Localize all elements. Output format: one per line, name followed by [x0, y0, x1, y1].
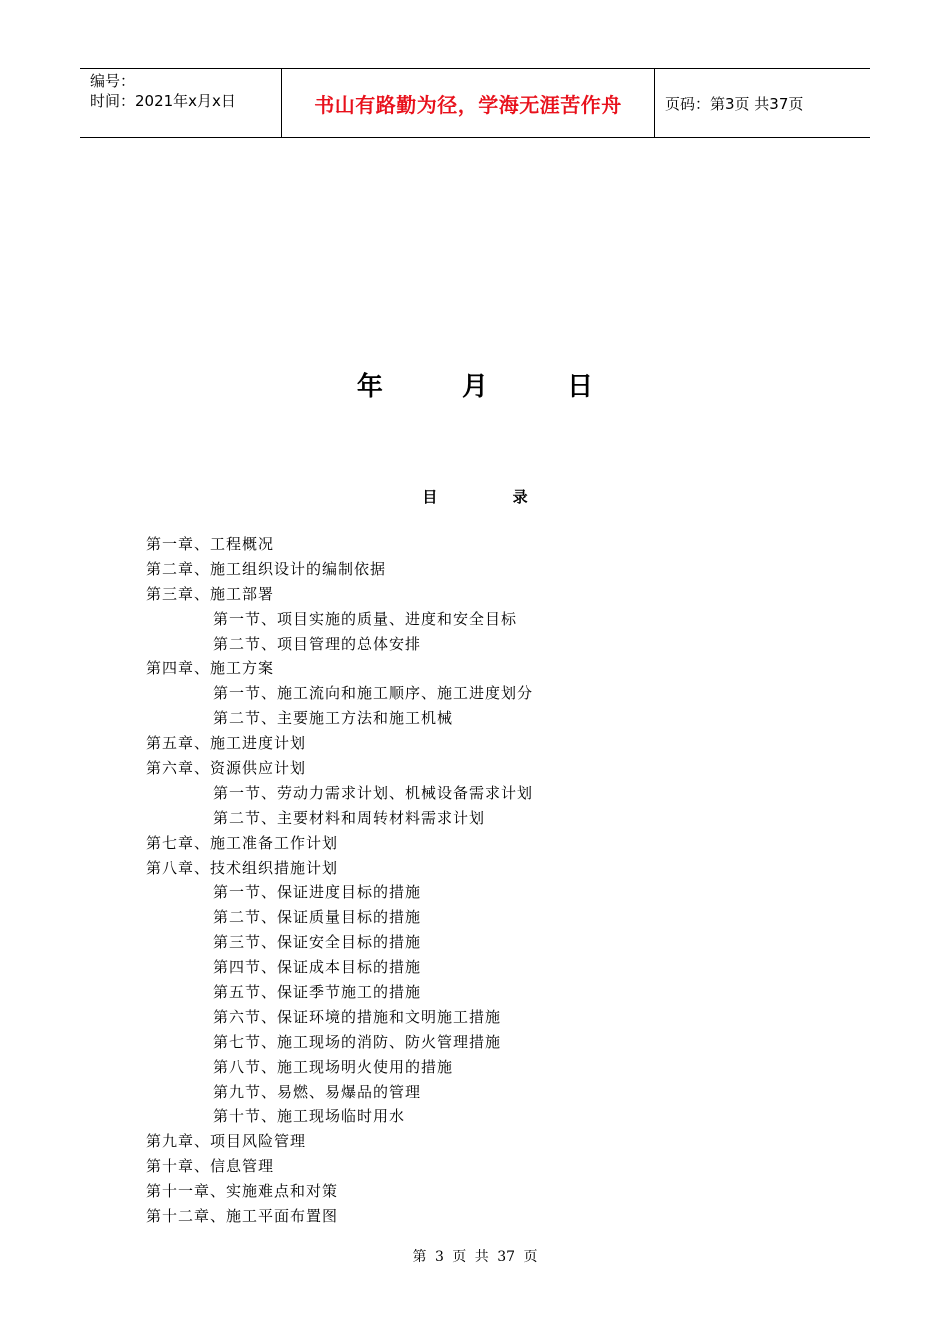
date-month: 月: [461, 372, 488, 402]
toc-section-entry: 第二节、保证质量目标的措施: [213, 908, 422, 927]
toc-chapter-entry: 第三章、施工部署: [146, 584, 275, 603]
toc-section-entry: 第一节、项目实施的质量、进度和安全目标: [213, 609, 518, 628]
number-label: 编号：: [90, 72, 136, 90]
toc-section-entry: 第一节、劳动力需求计划、机械设备需求计划: [213, 783, 534, 802]
toc-chapter-entry: 第五章、施工进度计划: [146, 734, 307, 753]
table-of-contents: [146, 532, 533, 1229]
page-info: 页码：第3页 共37页: [665, 94, 804, 113]
toc-section-entry: 第二节、主要材料和周转材料需求计划: [213, 808, 486, 827]
toc-chapter-entry: 第七章、施工准备工作计划: [146, 833, 339, 852]
motto-text: 书山有路勤为径，学海无涯苦作舟: [314, 92, 622, 117]
date-title: [0, 366, 950, 403]
toc-section-entry: 第二节、项目管理的总体安排: [213, 634, 422, 653]
page-footer: [0, 1246, 950, 1266]
toc-section-entry: 第三节、保证安全目标的措施: [213, 933, 422, 952]
toc-section-entry: 第五节、保证季节施工的措施: [213, 983, 422, 1002]
toc-chapter-entry: 第十二章、施工平面布置图: [146, 1207, 339, 1226]
toc-chapter-entry: 第四章、施工方案: [146, 659, 275, 678]
toc-section-entry: 第八节、施工现场明火使用的措施: [213, 1057, 454, 1076]
toc-section-entry: 第九节、易燃、易爆品的管理: [213, 1082, 422, 1101]
toc-chapter-entry: 第一章、工程概况: [146, 535, 275, 553]
toc-title-left: 目: [422, 488, 438, 506]
footer-page-number: 第 3 页 共 37 页: [412, 1249, 538, 1265]
toc-chapter-entry: 第十章、信息管理: [146, 1157, 275, 1176]
toc-chapter-entry: 第八章、技术组织措施计划: [146, 858, 339, 877]
header-meta-cell: [80, 69, 282, 137]
toc-section-entry: 第六节、保证环境的措施和文明施工措施: [213, 1007, 502, 1026]
toc-section-entry: 第十节、施工现场临时用水: [213, 1107, 406, 1126]
toc-chapter-entry: 第二章、施工组织设计的编制依据: [146, 559, 387, 578]
time-label: 时间：2021年x月x日: [90, 92, 236, 110]
toc-section-entry: 第二节、主要施工方法和施工机械: [213, 709, 454, 728]
toc-chapter-entry: 第六章、资源供应计划: [146, 759, 307, 778]
header-motto-cell: [282, 69, 655, 137]
toc-chapter-entry: 第十一章、实施难点和对策: [146, 1182, 339, 1201]
date-year: 年: [356, 372, 383, 402]
toc-section-entry: 第一节、保证进度目标的措施: [213, 883, 422, 902]
toc-section-entry: 第四节、保证成本目标的措施: [213, 958, 422, 977]
date-day: 日: [567, 372, 594, 402]
toc-section-entry: 第一节、施工流向和施工顺序、施工进度划分: [213, 684, 534, 703]
header-page-cell: [655, 69, 870, 137]
toc-title-right: 录: [512, 488, 528, 506]
toc-title: [0, 486, 950, 507]
toc-chapter-entry: 第九章、项目风险管理: [146, 1132, 307, 1151]
header-table: [80, 68, 870, 138]
toc-section-entry: 第七节、施工现场的消防、防火管理措施: [213, 1032, 502, 1051]
